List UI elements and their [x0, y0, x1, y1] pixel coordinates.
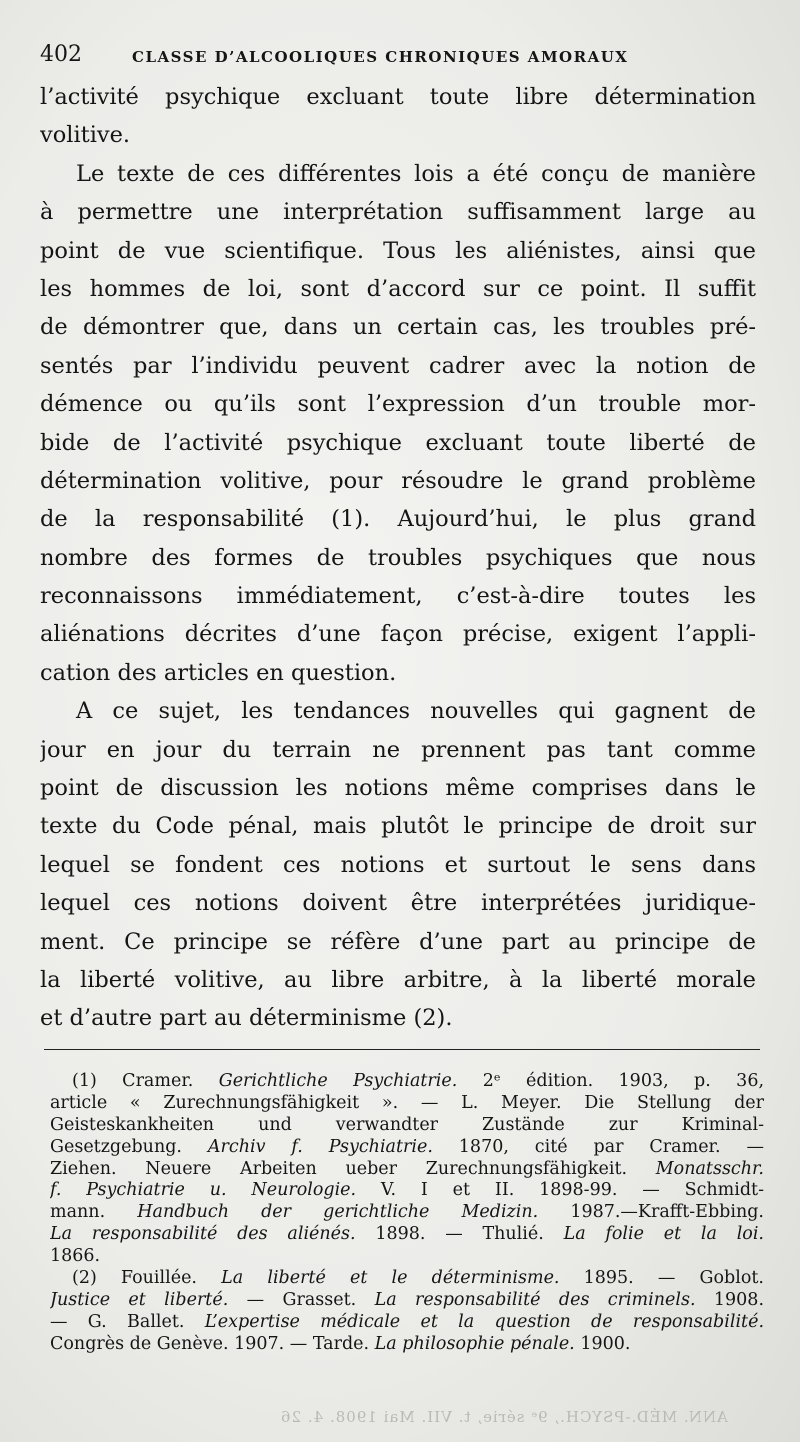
text-line: sentés par l’individu peuvent cadrer avec la notion de [40, 352, 756, 379]
citation-title: La responsabilité des aliénés. [50, 1224, 356, 1245]
footnote-text: — G. Ballet. [50, 1311, 205, 1332]
footnote-line [50, 1246, 764, 1268]
text-line: jour en jour du terrain ne prennent pas tant comme [40, 736, 756, 763]
footnote-text: Gesetzgebung. [50, 1136, 208, 1157]
footnote-text: Ziehen. Neuere Arbeiten ueber Zurechnungsfähigkeit. [50, 1158, 656, 1179]
text-line: démence ou qu’ils sont l’expression d’un trouble mor- [40, 391, 756, 418]
text-line: A ce sujet, les tendances nouvelles qui gagnent de [76, 698, 756, 725]
citation-title: Archiv f. Psychiatrie. [207, 1136, 433, 1157]
footnote-text: 1900. [574, 1333, 631, 1354]
footnote-line [50, 1312, 764, 1334]
text-line: les hommes de loi, sont d’accord sur ce point. Il suffit [40, 275, 756, 302]
text-line: reconnaissons immédiatement, c’est-à-dire toutes les [40, 583, 756, 610]
footnote-line [50, 1115, 764, 1137]
citation-title: La philosophie pénale. [374, 1333, 575, 1354]
text-line: et d’autre part au déterminisme (2). [40, 1005, 453, 1032]
text-line: lequel se fondent ces notions et surtout le sens dans [40, 851, 756, 878]
text-line: à permettre une interprétation suffisamment large au [40, 199, 756, 226]
text-line: point de discussion les notions même comprises dans le [40, 775, 756, 802]
footnote-line [50, 1224, 764, 1246]
text-line: de démontrer que, dans un certain cas, les troubles pré- [40, 314, 756, 341]
footnote-text: — Grasset. [228, 1289, 375, 1310]
show-through-text: ANN. MÉD.-PSYCH., 9ᵉ série, t. VII. Mai 1908. 4. 26 [280, 1408, 728, 1426]
footnote-line [50, 1268, 764, 1290]
footnote-2 [50, 1268, 764, 1356]
running-title: CLASSE D’ALCOOLIQUES CHRONIQUES AMORAUX [132, 48, 629, 66]
footnote-line [50, 1071, 764, 1093]
page-number: 402 [40, 42, 82, 67]
footnote-line [50, 1334, 764, 1356]
footnote-text: 1866. [50, 1246, 101, 1267]
citation-title: Monatsschr. [655, 1158, 764, 1179]
footnote-text: Geisteskankheiten und verwandter Zustände zur Kriminal- [50, 1114, 764, 1135]
text-line: cation des articles en question. [40, 659, 397, 686]
footnote-1 [50, 1071, 764, 1268]
footnote-text: (1) Cramer. [72, 1071, 219, 1091]
footnote-text: (2) Fouillée. [72, 1268, 222, 1289]
footnotes [50, 1071, 764, 1356]
citation-title: La responsabilité des criminels. [374, 1289, 696, 1310]
text-line: point de vue scientifique. Tous les aliénistes, ainsi que [40, 237, 756, 264]
footnote-line [50, 1202, 764, 1224]
footnote-text: 1987.—Krafft-Ebbing. [538, 1202, 764, 1223]
footnote-line [50, 1180, 764, 1202]
footnote-text: V. I et II. 1898-99. — Schmidt- [356, 1180, 764, 1201]
text-line: la liberté volitive, au libre arbitre, à la liberté morale [40, 966, 756, 993]
text-line: l’activité psychique excluant toute libre détermination [40, 84, 756, 110]
footnote-line [50, 1137, 764, 1159]
footnote-text: 2ᵉ édition. 1903, p. 36, [457, 1071, 764, 1091]
text-line: nombre des formes de troubles psychiques que nous [40, 544, 756, 571]
citation-title: La liberté et le déterminisme. [221, 1268, 560, 1289]
citation-title: Handbuch der gerichtliche Medizin. [137, 1202, 539, 1223]
footnote-separator-rule [44, 1049, 760, 1050]
body-text [40, 78, 756, 1038]
text-line: texte du Code pénal, mais plutôt le principe de droit sur [40, 813, 756, 840]
citation-title: f. Psychiatrie u. Neurologie. [50, 1180, 357, 1201]
citation-title: Gerichtliche Psychiatrie. [218, 1071, 458, 1091]
footnote-text: mann. [50, 1202, 138, 1223]
footnote-line [50, 1290, 764, 1312]
text-line: aliénations décrites d’une façon précise, exigent l’appli- [40, 621, 756, 648]
footnote-line [50, 1093, 764, 1115]
citation-title: Justice et liberté. [50, 1289, 229, 1310]
text-line: bide de l’activité psychique excluant toute liberté de [40, 429, 756, 456]
text-line: lequel ces notions doivent être interprétées juridique- [40, 890, 756, 917]
footnote-text: article « Zurechnungsfähigkeit ». — L. Meyer. Die Stellung der [50, 1092, 764, 1113]
footnote-line [50, 1159, 764, 1181]
footnote-text: 1895. — Goblot. [559, 1268, 764, 1289]
running-header [40, 38, 760, 68]
text-line: Le texte de ces différentes lois a été conçu de manière [76, 160, 756, 187]
text-line: volitive. [40, 122, 131, 149]
footnote-text: 1898. — Thulié. [355, 1224, 564, 1245]
footnote-text: 1870, cité par Cramer. — [432, 1136, 764, 1157]
text-line: de la responsabilité (1). Aujourd’hui, le plus grand [40, 506, 756, 533]
text-line: ment. Ce principe se réfère d’une part au principe de [40, 928, 756, 955]
text-line: détermination volitive, pour résoudre le grand problème [40, 467, 756, 494]
citation-title: La folie et la loi. [563, 1224, 764, 1245]
footnote-text: 1908. [695, 1289, 764, 1310]
footnote-text: Congrès de Genève. 1907. — Tarde. [50, 1333, 375, 1354]
citation-title: L’expertise médicale et la question de responsabilité. [204, 1311, 764, 1332]
